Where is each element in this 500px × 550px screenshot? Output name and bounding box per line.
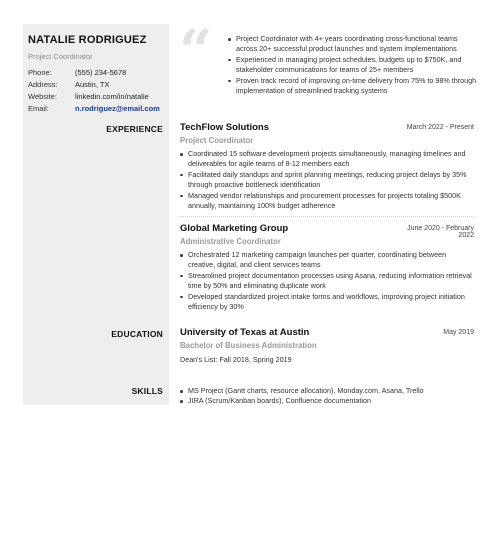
job-bullet: Facilitated daily standups and sprint planning meetings, reducing project delays by 35% through proactive bottleneck identification (180, 170, 474, 191)
contact-label: Phone: (28, 68, 52, 77)
school-name: University of Texas at Austin (180, 327, 310, 338)
experience-entry (180, 122, 474, 211)
summary-item: Proven track record of improving on-time delivery from 75% to 98% through implementation of streamlined tracking systems (228, 76, 478, 97)
candidate-role: Project Coordinator (28, 52, 93, 61)
contact-website (28, 91, 173, 103)
honors-note: Dean's List: Fall 2018, Spring 2019 (180, 355, 292, 364)
address-value: Austin, TX (75, 80, 110, 89)
job-bullet: Orchestrated 12 marketing campaign launches per quarter, coordinating between creative, digital, and client services teams (180, 250, 474, 271)
experience-entry (180, 223, 474, 312)
candidate-name: NATALIE RODRIGUEZ (28, 34, 147, 46)
job-bullet: Coordinated 15 software development projects simultaneously, managing timelines and deliverables for agile teams of 8-12 members each (180, 149, 474, 170)
section-label-education: EDUCATION (111, 329, 163, 339)
education-entry (180, 327, 474, 364)
contact-label: Website: (28, 92, 58, 101)
website-link[interactable]: linkedin.com/in/natalie (75, 92, 149, 101)
job-dates: June 2020 - February 2022 (407, 225, 474, 239)
company-name: Global Marketing Group (180, 223, 289, 234)
phone-value: (555) 234-5678 (75, 68, 127, 77)
degree: Bachelor of Business Administration (180, 341, 317, 350)
job-dates: March 2022 - Present (406, 124, 474, 131)
skills-entry (180, 386, 474, 407)
job-title: Administrative Coordinator (180, 237, 281, 246)
contact-phone (28, 67, 173, 79)
email-link[interactable]: n.rodriguez@email.com (75, 104, 160, 113)
contact-address (28, 79, 173, 91)
contact-email (28, 103, 173, 115)
contact-block (28, 67, 173, 115)
graduation-date: May 2019 (443, 329, 474, 336)
company-name: TechFlow Solutions (180, 122, 270, 133)
quote-mark-icon: “ (179, 17, 213, 85)
summary-item: Project Coordinator with 4+ years coordinating cross-functional teams across 20+ successful product launches and system implementations (228, 34, 478, 55)
job-bullet: Streamlined project documentation processes using Asana, reducing information retrieval time by 50% and eliminating duplicate work (180, 271, 474, 292)
summary-list (228, 34, 478, 96)
summary-item: Experienced in managing project schedules, budgets up to $750K, and stakeholder communications for teams of 25+ members (228, 55, 478, 76)
skill-item: JIRA (Scrum/Kanban boards), Confluence documentation (180, 396, 474, 406)
job-bullets (180, 250, 474, 312)
contact-label: Email: (28, 104, 49, 113)
entry-divider (180, 216, 474, 217)
contact-label: Address: (28, 80, 58, 89)
job-bullet: Developed standardized project intake forms and workflows, improving project initiation efficiency by 30% (180, 292, 474, 313)
section-label-skills: SKILLS (131, 386, 163, 396)
job-bullet: Managed vendor relationships and procurement processes for projects totaling $500K annually, maintaining 100% budget adherence (180, 191, 474, 212)
skill-item: MS Project (Gantt charts, resource allocation), Monday.com, Asana, Trello (180, 386, 474, 396)
summary (228, 34, 478, 96)
job-bullets (180, 149, 474, 211)
job-title: Project Coordinator (180, 136, 254, 145)
skills-list (180, 386, 474, 407)
section-label-experience: EXPERIENCE (106, 124, 163, 134)
